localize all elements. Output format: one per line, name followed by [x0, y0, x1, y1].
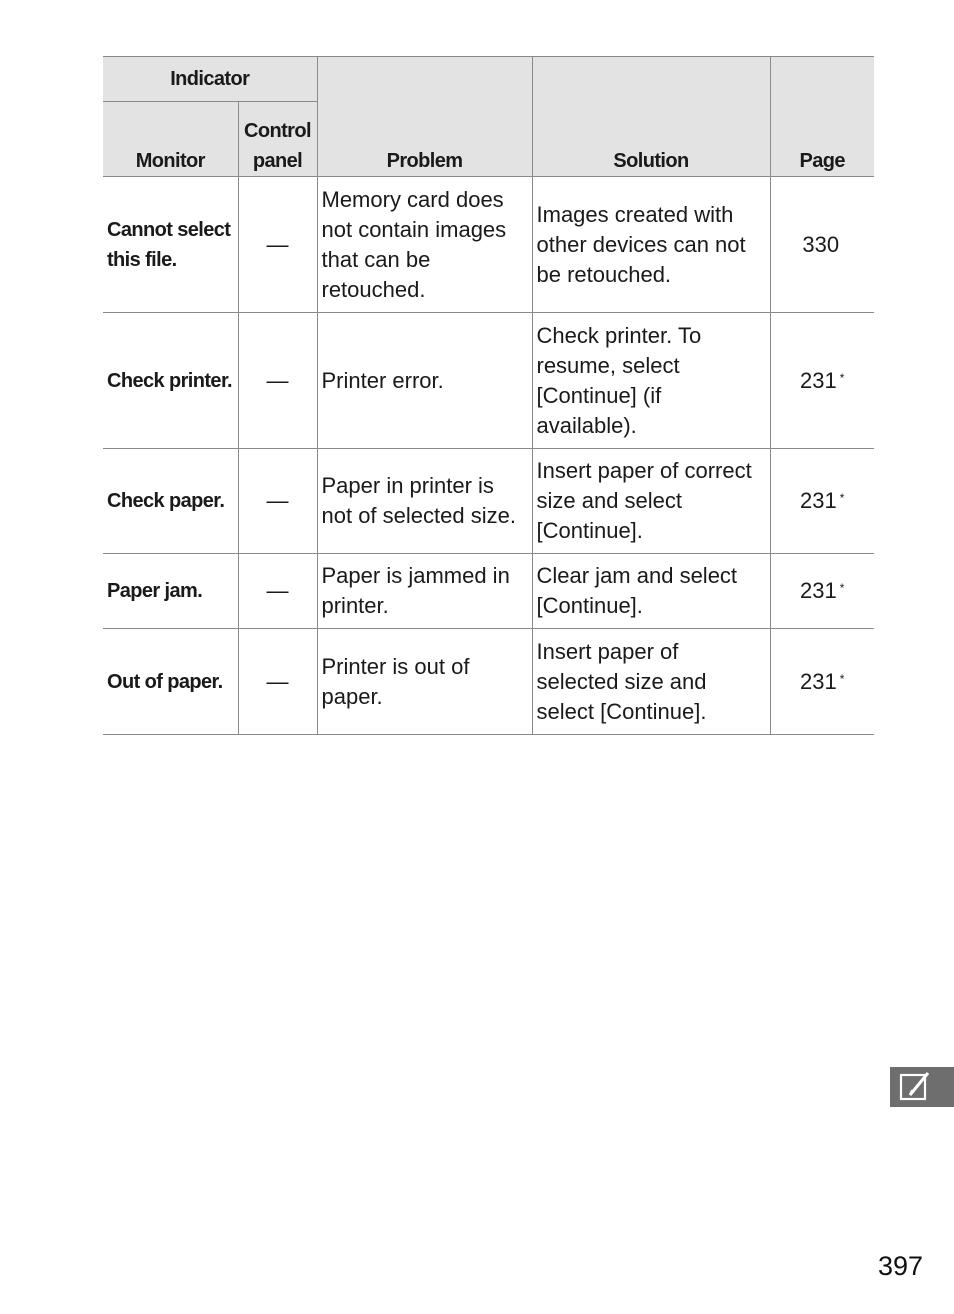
- table-row: [103, 449, 874, 554]
- solution-cell: Images created with other devices can not be retouched.: [532, 177, 770, 313]
- monitor-message: Paper jam.: [103, 554, 238, 629]
- solution-cell: Insert paper of selected size and select [Continue].: [532, 629, 770, 735]
- problem-cell: Printer is out of paper.: [317, 629, 532, 735]
- header-problem: Problem: [317, 57, 532, 177]
- table-row: [103, 629, 874, 735]
- header-page: Page: [770, 57, 874, 177]
- monitor-message: Cannot select this file.: [103, 177, 238, 313]
- page-reference-number: 231: [800, 668, 837, 694]
- page-reference: [770, 313, 874, 449]
- section-tab: [890, 1067, 954, 1107]
- page-reference-number: 231: [800, 488, 837, 513]
- table-row: [103, 313, 874, 449]
- page-reference: [770, 554, 874, 629]
- footnote-marker: *: [839, 491, 845, 505]
- page-reference: [770, 629, 874, 735]
- page-reference: [770, 177, 874, 313]
- solution-cell: Insert paper of correct size and select [Continue].: [532, 449, 770, 554]
- page-reference-number: 231: [800, 578, 837, 603]
- table-row: [103, 177, 874, 313]
- monitor-message: Check printer.: [103, 313, 238, 449]
- problem-cell: Paper is jammed in printer.: [317, 554, 532, 629]
- header-indicator: Indicator: [103, 57, 317, 102]
- troubleshooting-table: [103, 56, 874, 735]
- header-control-panel: [238, 102, 317, 177]
- problem-cell: Printer error.: [317, 313, 532, 449]
- footnote-marker: *: [839, 671, 845, 686]
- solution-cell: Clear jam and select [Continue].: [532, 554, 770, 629]
- page-reference-number: 330: [802, 231, 840, 257]
- control-panel-indicator: —: [238, 629, 317, 735]
- page-reference-number: 231: [800, 367, 837, 393]
- page-reference: [770, 449, 874, 554]
- control-panel-indicator: —: [238, 449, 317, 554]
- page-number: 397: [878, 1251, 924, 1281]
- control-panel-indicator: —: [238, 313, 317, 449]
- control-panel-indicator: —: [238, 554, 317, 629]
- problem-cell: Paper in printer is not of selected size.: [317, 449, 532, 554]
- monitor-message: Out of paper.: [103, 629, 238, 735]
- footnote-marker: *: [839, 370, 845, 385]
- monitor-message: Check paper.: [103, 449, 238, 554]
- header-monitor: Monitor: [103, 102, 238, 177]
- control-panel-indicator: —: [238, 177, 317, 313]
- header-control-panel-line1: Control: [244, 120, 311, 142]
- solution-cell: Check printer. To resume, select [Continue] (if available).: [532, 313, 770, 449]
- technical-notes-icon: [899, 1071, 931, 1103]
- table-row: [103, 554, 874, 629]
- footnote-marker: *: [839, 581, 845, 595]
- header-solution: Solution: [532, 57, 770, 177]
- problem-cell: Memory card does not contain images that can be retouched.: [317, 177, 532, 313]
- header-control-panel-line2: panel: [252, 150, 303, 172]
